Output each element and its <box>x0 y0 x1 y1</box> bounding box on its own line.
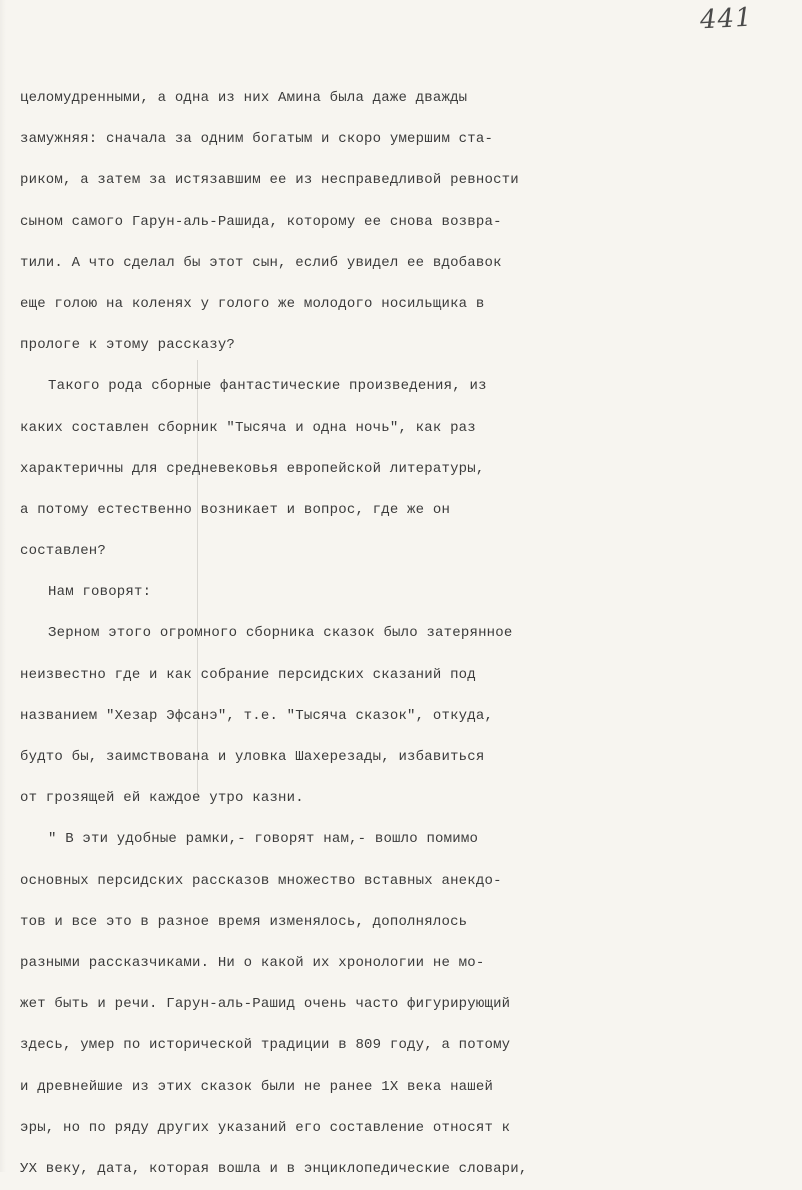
text-line: каких составлен сборник "Тысяча и одна ночь", как раз <box>20 419 476 436</box>
text-line: сыном самого Гарун-аль-Рашида, которому ее снова возвра- <box>20 213 502 230</box>
page-number: 441 <box>699 2 754 36</box>
text-line: а потому естественно возникает и вопрос, где же он <box>20 501 451 518</box>
text-line: жет быть и речи. Гарун-аль-Рашид очень часто фигурирующий <box>20 996 511 1013</box>
text-line: замужняя: сначала за одним богатым и скоро умершим ста- <box>20 131 494 148</box>
text-line: основных персидских рассказов множество вставных анекдо- <box>20 872 502 889</box>
text-line: здесь, умер по исторической традиции в 809 году, а потому <box>20 1037 511 1054</box>
text-line: характеричны для средневековья европейской литературы, <box>20 460 485 477</box>
text-line: тов и все это в разное время изменялось, дополнялось <box>20 913 468 930</box>
text-line: от грозящей ей каждое утро казни. <box>20 790 304 807</box>
text-line: тили. А что сделал бы этот сын, еслиб увидел ее вдобавок <box>20 254 502 271</box>
paragraph-start-line: " В эти удобные рамки,- говорят нам,- вошло помимо <box>48 831 479 848</box>
paragraph-start-line: Такого рода сборные фантастические произведения, из <box>48 378 487 395</box>
body-text <box>20 78 800 1190</box>
text-line: составлен? <box>20 543 107 560</box>
text-line: еще голою на коленях у голого же молодого носильщика в <box>20 295 485 312</box>
text-line: эры, но по ряду других указаний его составление относят к <box>20 1119 511 1136</box>
text-line: прологе к этому рассказу? <box>20 337 236 354</box>
text-line: названием "Хезар Эфсанэ", т.е. "Тысяча сказок", откуда, <box>20 707 494 724</box>
text-line: неизвестно где и как собрание персидских сказаний под <box>20 666 476 683</box>
text-line: разными рассказчиками. Ни о какой их хронологии не мо- <box>20 954 485 971</box>
text-line: и древнейшие из этих сказок были не ранее 1Х века нашей <box>20 1078 494 1095</box>
text-line: УХ веку, дата, которая вошла и в энциклопедические словари, <box>20 1160 528 1177</box>
paragraph-start-line: Зерном этого огромного сборника сказок было затерянное <box>48 625 513 642</box>
text-line: будто бы, заимствована и уловка Шахерезады, избавиться <box>20 749 485 765</box>
text-line: целомудренными, а одна из них Амина была даже дважды <box>20 90 468 106</box>
paragraph-start-line: Нам говорят: <box>48 584 152 601</box>
text-line: риком, а затем за истязавшим ее из несправедливой ревности <box>20 172 519 189</box>
